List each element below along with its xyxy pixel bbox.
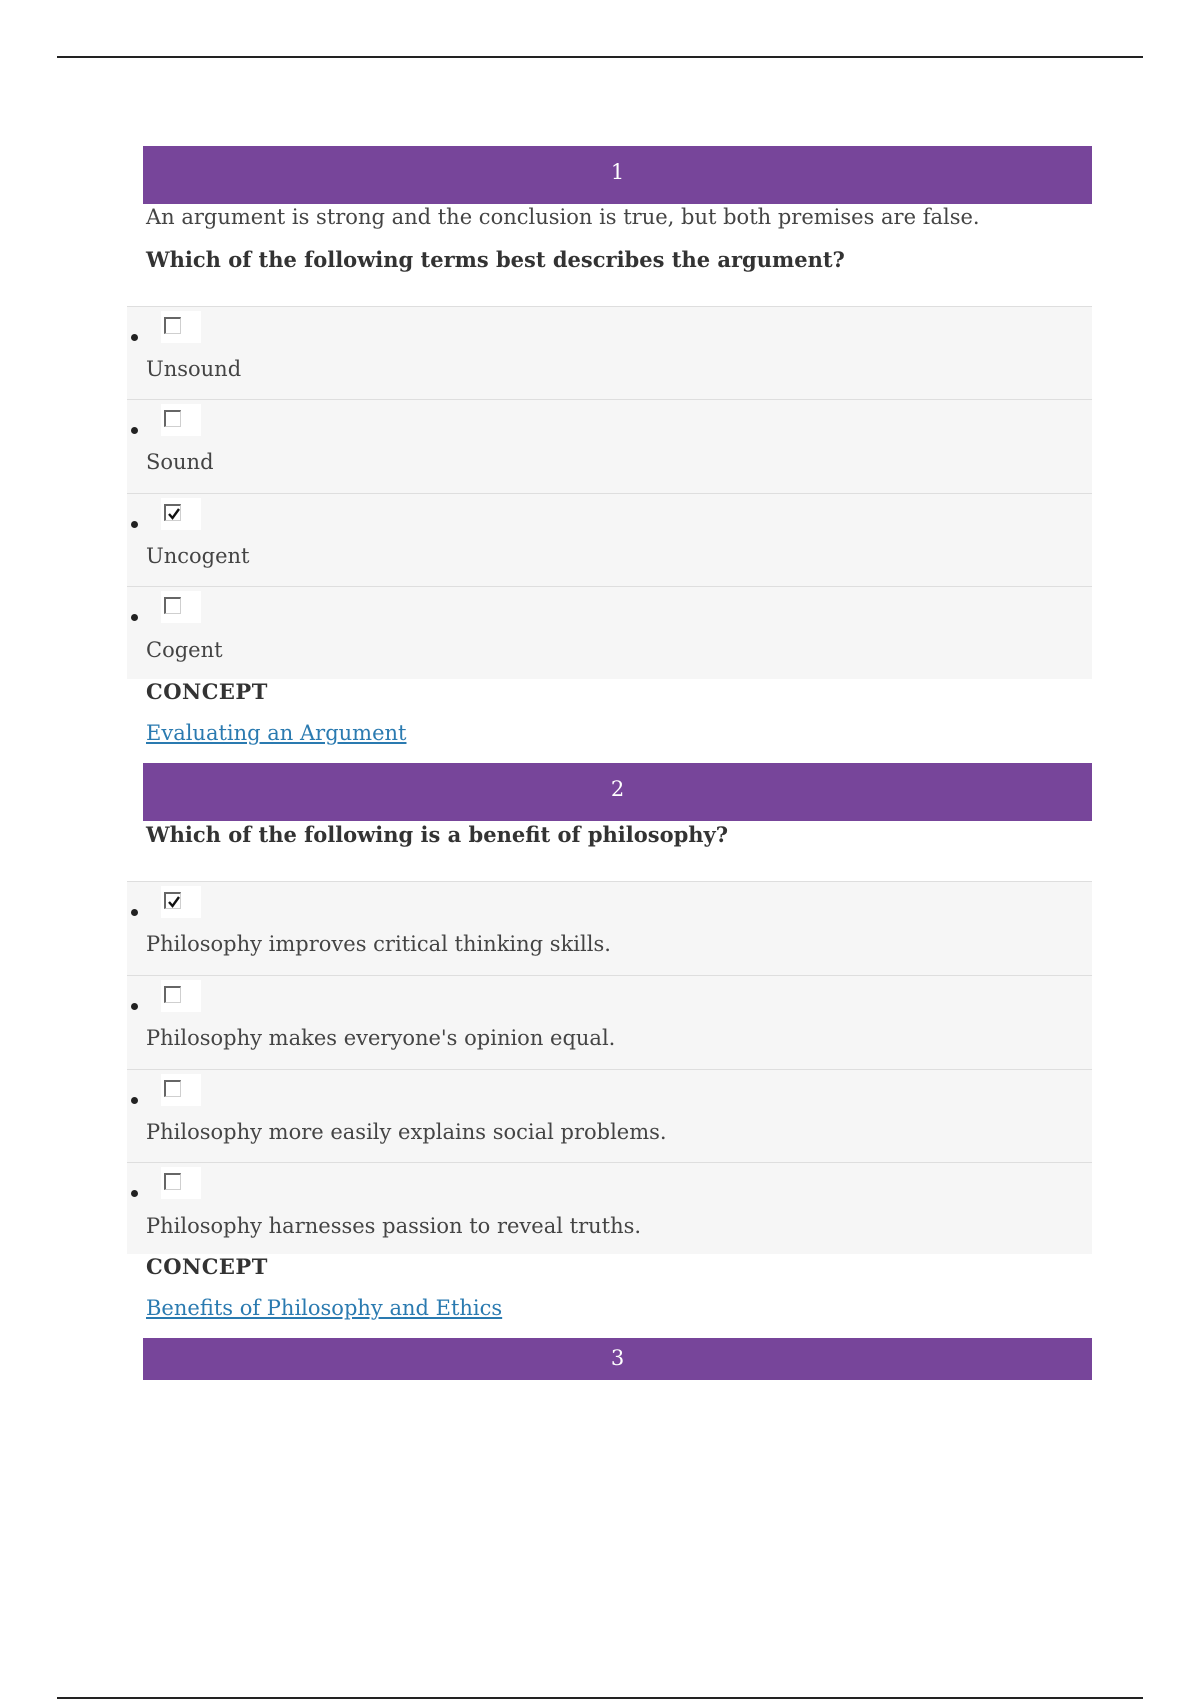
option-label: Philosophy improves critical thinking skills. [146, 932, 611, 956]
question-2-option[interactable] [127, 975, 1092, 1069]
checkbox-checked[interactable] [164, 504, 181, 521]
question-1-header [143, 146, 1092, 204]
bullet [131, 614, 138, 621]
question-2-option[interactable] [127, 1069, 1092, 1162]
checkbox-container [161, 591, 201, 623]
option-label: Unsound [146, 357, 242, 381]
bullet [131, 1097, 138, 1104]
checkmark-icon [167, 507, 181, 521]
checkmark-icon [167, 895, 181, 909]
bullet [131, 427, 138, 434]
question-number: 2 [610, 777, 625, 801]
question-2-header [143, 763, 1092, 821]
checkbox-unchecked[interactable] [164, 1173, 181, 1190]
checkbox-unchecked[interactable] [164, 597, 181, 614]
checkbox-unchecked[interactable] [164, 1080, 181, 1097]
checkbox-container [161, 311, 201, 343]
bullet [131, 521, 138, 528]
question-2-option[interactable] [127, 1162, 1092, 1254]
option-label: Uncogent [146, 544, 250, 568]
option-label: Cogent [146, 638, 223, 662]
page-top-rule [57, 56, 1143, 58]
question-1-option[interactable] [127, 306, 1092, 399]
bullet [131, 334, 138, 341]
concept-label: CONCEPT [146, 679, 268, 704]
page-bottom-rule [57, 1697, 1143, 1699]
question-1-option[interactable] [127, 493, 1092, 586]
question-1-stem: An argument is strong and the conclusion is true, but both premises are false. [146, 205, 980, 229]
checkbox-container [161, 498, 201, 530]
question-3-header [143, 1338, 1092, 1380]
option-label: Sound [146, 450, 214, 474]
checkbox-checked[interactable] [164, 892, 181, 909]
question-2-prompt: Which of the following is a benefit of philosophy? [146, 822, 729, 847]
option-label: Philosophy makes everyone's opinion equal. [146, 1026, 616, 1050]
checkbox-container [161, 886, 201, 918]
bullet [131, 1003, 138, 1010]
checkbox-container [161, 1167, 201, 1199]
question-1-prompt: Which of the following terms best describes the argument? [146, 247, 845, 272]
question-1-option[interactable] [127, 399, 1092, 493]
checkbox-container [161, 1074, 201, 1106]
option-label: Philosophy more easily explains social problems. [146, 1120, 667, 1144]
checkbox-unchecked[interactable] [164, 317, 181, 334]
bullet [131, 909, 138, 916]
concept-link[interactable]: Evaluating an Argument [146, 721, 407, 745]
concept-link[interactable]: Benefits of Philosophy and Ethics [146, 1296, 503, 1320]
concept-label: CONCEPT [146, 1254, 268, 1279]
checkbox-container [161, 404, 201, 436]
question-number: 3 [610, 1346, 625, 1370]
checkbox-container [161, 980, 201, 1012]
option-label: Philosophy harnesses passion to reveal truths. [146, 1214, 642, 1238]
question-1-option[interactable] [127, 586, 1092, 679]
question-number: 1 [610, 160, 625, 184]
checkbox-unchecked[interactable] [164, 410, 181, 427]
question-2-option[interactable] [127, 881, 1092, 975]
checkbox-unchecked[interactable] [164, 986, 181, 1003]
bullet [131, 1190, 138, 1197]
